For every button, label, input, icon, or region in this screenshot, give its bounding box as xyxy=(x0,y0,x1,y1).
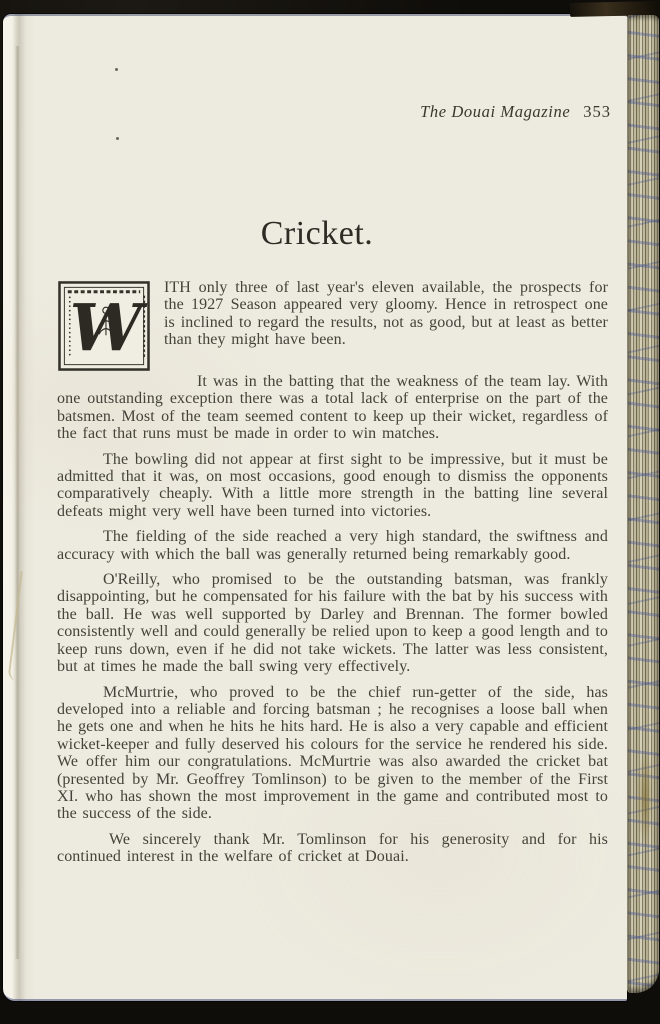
dropcap-letter: W xyxy=(69,290,143,367)
paragraph-bowling: The bowling did not appear at first sight to be impressive, but it must be admitted that it was, on most occasions, good enough to dismiss the opponents comparatively cheaply. With a little more strength in the batting line several defeats might very well have been turned into victories. xyxy=(57,450,608,520)
ornamental-initial-icon xyxy=(57,281,151,371)
paragraph-fielding: The fielding of the side reached a very high standard, the swiftness and accuracy with which the ball was generally returned being remarkably good. xyxy=(57,528,608,563)
article-title: Cricket. xyxy=(260,215,374,252)
magazine-title: The Douai Magazine xyxy=(420,102,571,121)
paragraph-batting: It was in the batting that the weakness of the team lay. With one outstanding exception there was a total lack of enterprise on the part of the batsmen. Most of the team seemed content to keep up their wicket, regardless of the fact that runs must be made in order to win matches. xyxy=(57,373,608,443)
paragraph-mcmurtrie: McMurtrie, who proved to be the chief run-getter of the side, has developed into a reliable and forcing batsman ; he recognises a loose ball when he gets one and when he hits he hits hard. He is also a very capable and efficient wicket-keeper and fully deserved his colours for the service he rendered his side. We offer him our congratulations. McMurtrie was also awarded the cricket bat (presented by Mr. Geoffrey Tomlinson) to be given to the member of the First XI. who has shown the most improvement in the game and contributed most to the success of the side. xyxy=(57,683,608,823)
article-body xyxy=(57,279,608,866)
paragraph-oreilly: O'Reilly, who promised to be the outstanding batsman, was frankly disappointing, but he compensated for his failure with the bat by his success with the ball. He was well supported by Darley and Brennan. The former bowled consistently well and could generally be relied upon to keep a good length and to keep runs down, even if he did not take wickets. The latter was less consistent, but at times he made the ball swing very effectively. xyxy=(57,571,608,676)
magazine-page xyxy=(3,14,627,1001)
page-number: 353 xyxy=(583,102,611,121)
paragraph-lead xyxy=(57,279,608,367)
gutter-crease xyxy=(15,46,20,959)
page-content xyxy=(57,16,611,999)
lead-text: ITH only three of last year's eleven available, the prospects for the 1927 Season appeared very gloomy. Hence in retrospect one is inclined to regard the results, not as good, but at least as better than they might have been. xyxy=(164,279,608,349)
paragraph-thanks: We sincerely thank Mr. Tomlinson for his generosity and for his continued interest in the welfare of cricket at Douai. xyxy=(57,830,608,866)
running-header xyxy=(420,102,611,122)
book-fore-edge xyxy=(627,15,659,993)
binding-thread xyxy=(7,571,30,681)
